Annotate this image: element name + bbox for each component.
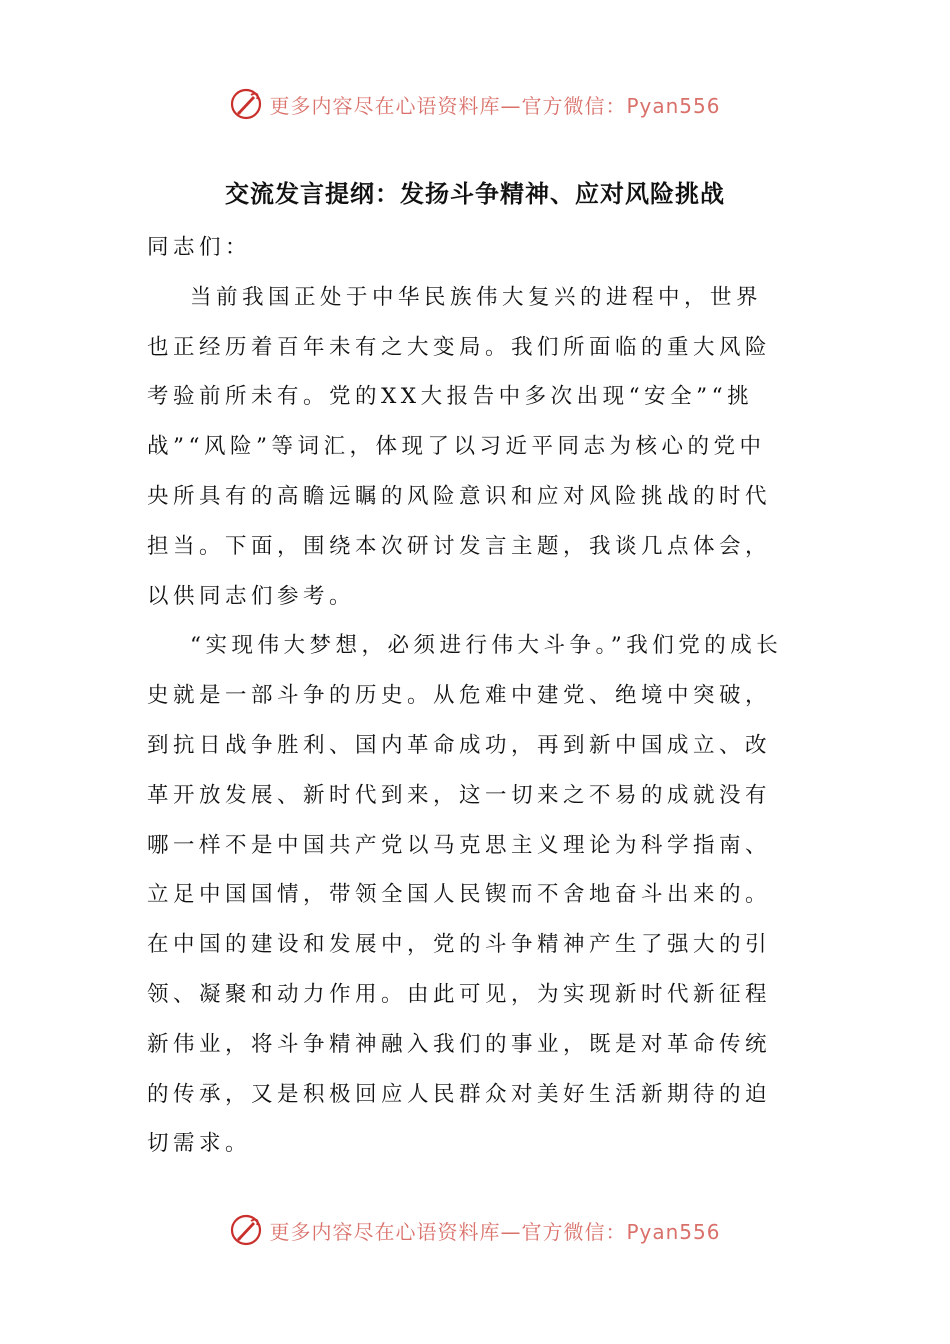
footer-watermark-banner <box>0 1210 950 1250</box>
quill-pen-logo-icon <box>229 1213 263 1247</box>
quill-pen-logo-icon <box>229 87 263 121</box>
salutation: 同志们： <box>147 235 252 260</box>
document-body <box>147 223 785 1169</box>
paragraph-intro: 当前我国正处于中华民族伟大复兴的进程中，世界也正经历着百年未有之大变局。我们所面临的重大风险考验前所未有。党的XX大报告中多次出现“安全”“挑战”“风险”等词汇，体现了以习近平同志为核心的党中央所具有的高瞻远瞩的风险意识和应对风险挑战的时代担当。下面，围绕本次研讨发言主题，我谈几点体会，以供同志们参考。 <box>147 284 772 609</box>
header-watermark-banner <box>0 84 950 124</box>
watermark-text: 更多内容尽在心语资料库—官方微信：Pyan556 <box>269 93 721 118</box>
watermark-text: 更多内容尽在心语资料库—官方微信：Pyan556 <box>269 1219 721 1244</box>
paragraph-struggle-history: “实现伟大梦想，必须进行伟大斗争。”我们党的成长史就是一部斗争的历史。从危难中建党、绝境中突破，到抗日战争胜利、国内革命成功，再到新中国成立、改革开放发展、新时代到来，这一切来之不易的成就没有哪一样不是中国共产党以马克思主义理论为科学指南、立足中国国情，带领全国人民锲而不舍地奋斗出来的。在中国的建设和发展中，党的斗争精神产生了强大的引领、凝聚和动力作用。由此可见，为实现新时代新征程新伟业，将斗争精神融入我们的事业，既是对革命传统的传承，又是积极回应人民群众对美好生活新期待的迫切需求。 <box>147 633 783 1157</box>
document-title: 交流发言提纲：发扬斗争精神、应对风险挑战 <box>225 179 725 208</box>
